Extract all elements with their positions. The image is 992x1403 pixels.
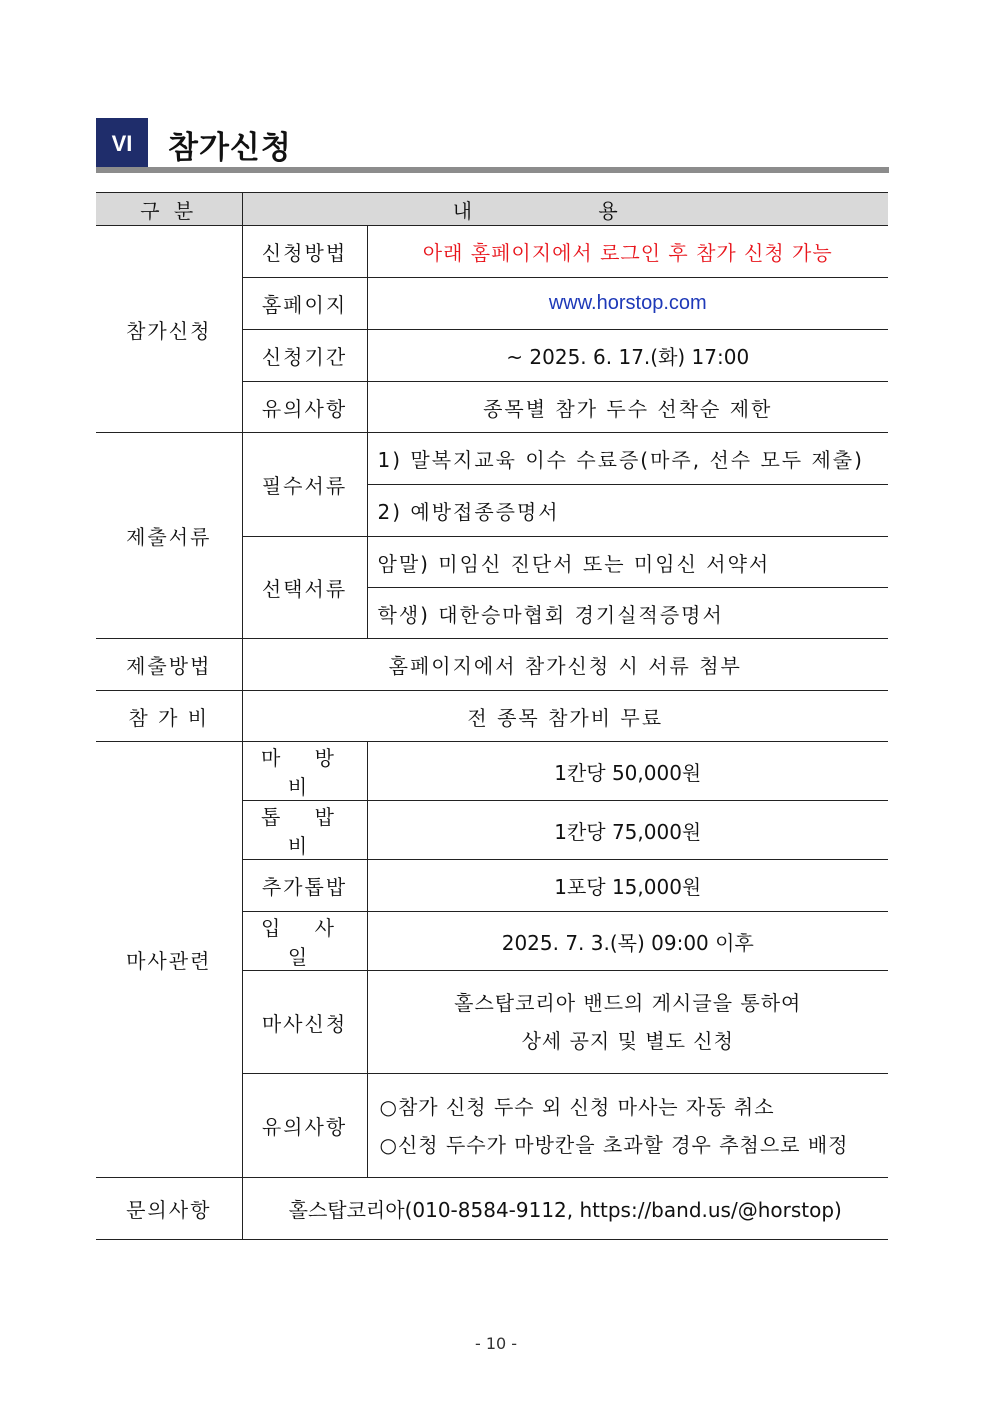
- sawdust-fee-label: 톱 밥 비: [242, 801, 367, 860]
- inquiry-value: 홀스탑코리아(010-8584-9112, https://band.us/@horstop): [242, 1178, 888, 1240]
- checkin-label: 입 사 일: [242, 912, 367, 971]
- submission-value: 홈페이지에서 참가신청 시 서류 첨부: [242, 639, 888, 691]
- registration-label: 참가신청: [96, 226, 242, 433]
- table-row: [96, 1178, 888, 1240]
- optional-doc-1: 암말) 미임신 진단서 또는 미임신 서약서: [367, 537, 888, 588]
- required-docs-label: 필수서류: [242, 433, 367, 537]
- homepage-link[interactable]: www.horstop.com: [367, 278, 888, 330]
- stall-fee-value: 1칸당 50,000원: [367, 742, 888, 801]
- table-row: [96, 433, 888, 485]
- stable-apply-value: [367, 971, 888, 1074]
- table-row: [96, 691, 888, 742]
- stable-notes-label: 유의사항: [242, 1074, 367, 1178]
- checkin-value: 2025. 7. 3.(목) 09:00 이후: [367, 912, 888, 971]
- stable-apply-line-2: 상세 공지 및 별도 신청: [521, 1029, 734, 1053]
- optional-docs-label: 선택서류: [242, 537, 367, 639]
- stable-label: 마사관련: [96, 742, 242, 1178]
- stable-notes-value: [367, 1074, 888, 1178]
- section-title: 참가신청: [168, 130, 292, 166]
- sawdust-fee-value: 1칸당 75,000원: [367, 801, 888, 860]
- extra-sawdust-value: 1포당 15,000원: [367, 860, 888, 912]
- registration-table: [96, 192, 888, 1240]
- table-header-row: [96, 193, 888, 226]
- period-label: 신청기간: [242, 330, 367, 382]
- period-value: ~ 2025. 6. 17.(화) 17:00: [367, 330, 888, 382]
- stall-fee-label: 마 방 비: [242, 742, 367, 801]
- table-row: [96, 742, 888, 801]
- documents-label: 제출서류: [96, 433, 242, 639]
- fee-label: 참 가 비: [96, 691, 242, 742]
- required-doc-1: 1) 말복지교육 이수 수료증(마주, 선수 모두 제출): [367, 433, 888, 485]
- submission-label: 제출방법: [96, 639, 242, 691]
- table-row: [96, 226, 888, 278]
- inquiry-label: 문의사항: [96, 1178, 242, 1240]
- fee-value: 전 종목 참가비 무료: [242, 691, 888, 742]
- method-value: 아래 홈페이지에서 로그인 후 참가 신청 가능: [367, 226, 888, 278]
- section-rule: [96, 167, 889, 173]
- page-number: - 10 -: [474, 1334, 518, 1353]
- table-row: [96, 639, 888, 691]
- stable-note-1: ○참가 신청 두수 외 신청 마사는 자동 취소: [379, 1094, 775, 1119]
- method-label: 신청방법: [242, 226, 367, 278]
- stable-note-2: ○신청 두수가 마방칸을 초과할 경우 추첨으로 배정: [379, 1132, 849, 1157]
- homepage-label: 홈페이지: [242, 278, 367, 330]
- stable-apply-label: 마사신청: [242, 971, 367, 1074]
- optional-doc-2: 학생) 대한승마협회 경기실적증명서: [367, 588, 888, 639]
- registration-note-value: 종목별 참가 두수 선착순 제한: [367, 382, 888, 433]
- registration-note-label: 유의사항: [242, 382, 367, 433]
- header-content: 내 용: [242, 193, 888, 226]
- required-doc-2: 2) 예방접종증명서: [367, 485, 888, 537]
- section-number-badge: VI: [96, 118, 148, 170]
- header-category: 구 분: [96, 193, 242, 226]
- stable-apply-line-1: 홀스탑코리아 밴드의 게시글을 통하여: [454, 991, 802, 1015]
- extra-sawdust-label: 추가톱밥: [242, 860, 367, 912]
- section-header: [96, 118, 889, 174]
